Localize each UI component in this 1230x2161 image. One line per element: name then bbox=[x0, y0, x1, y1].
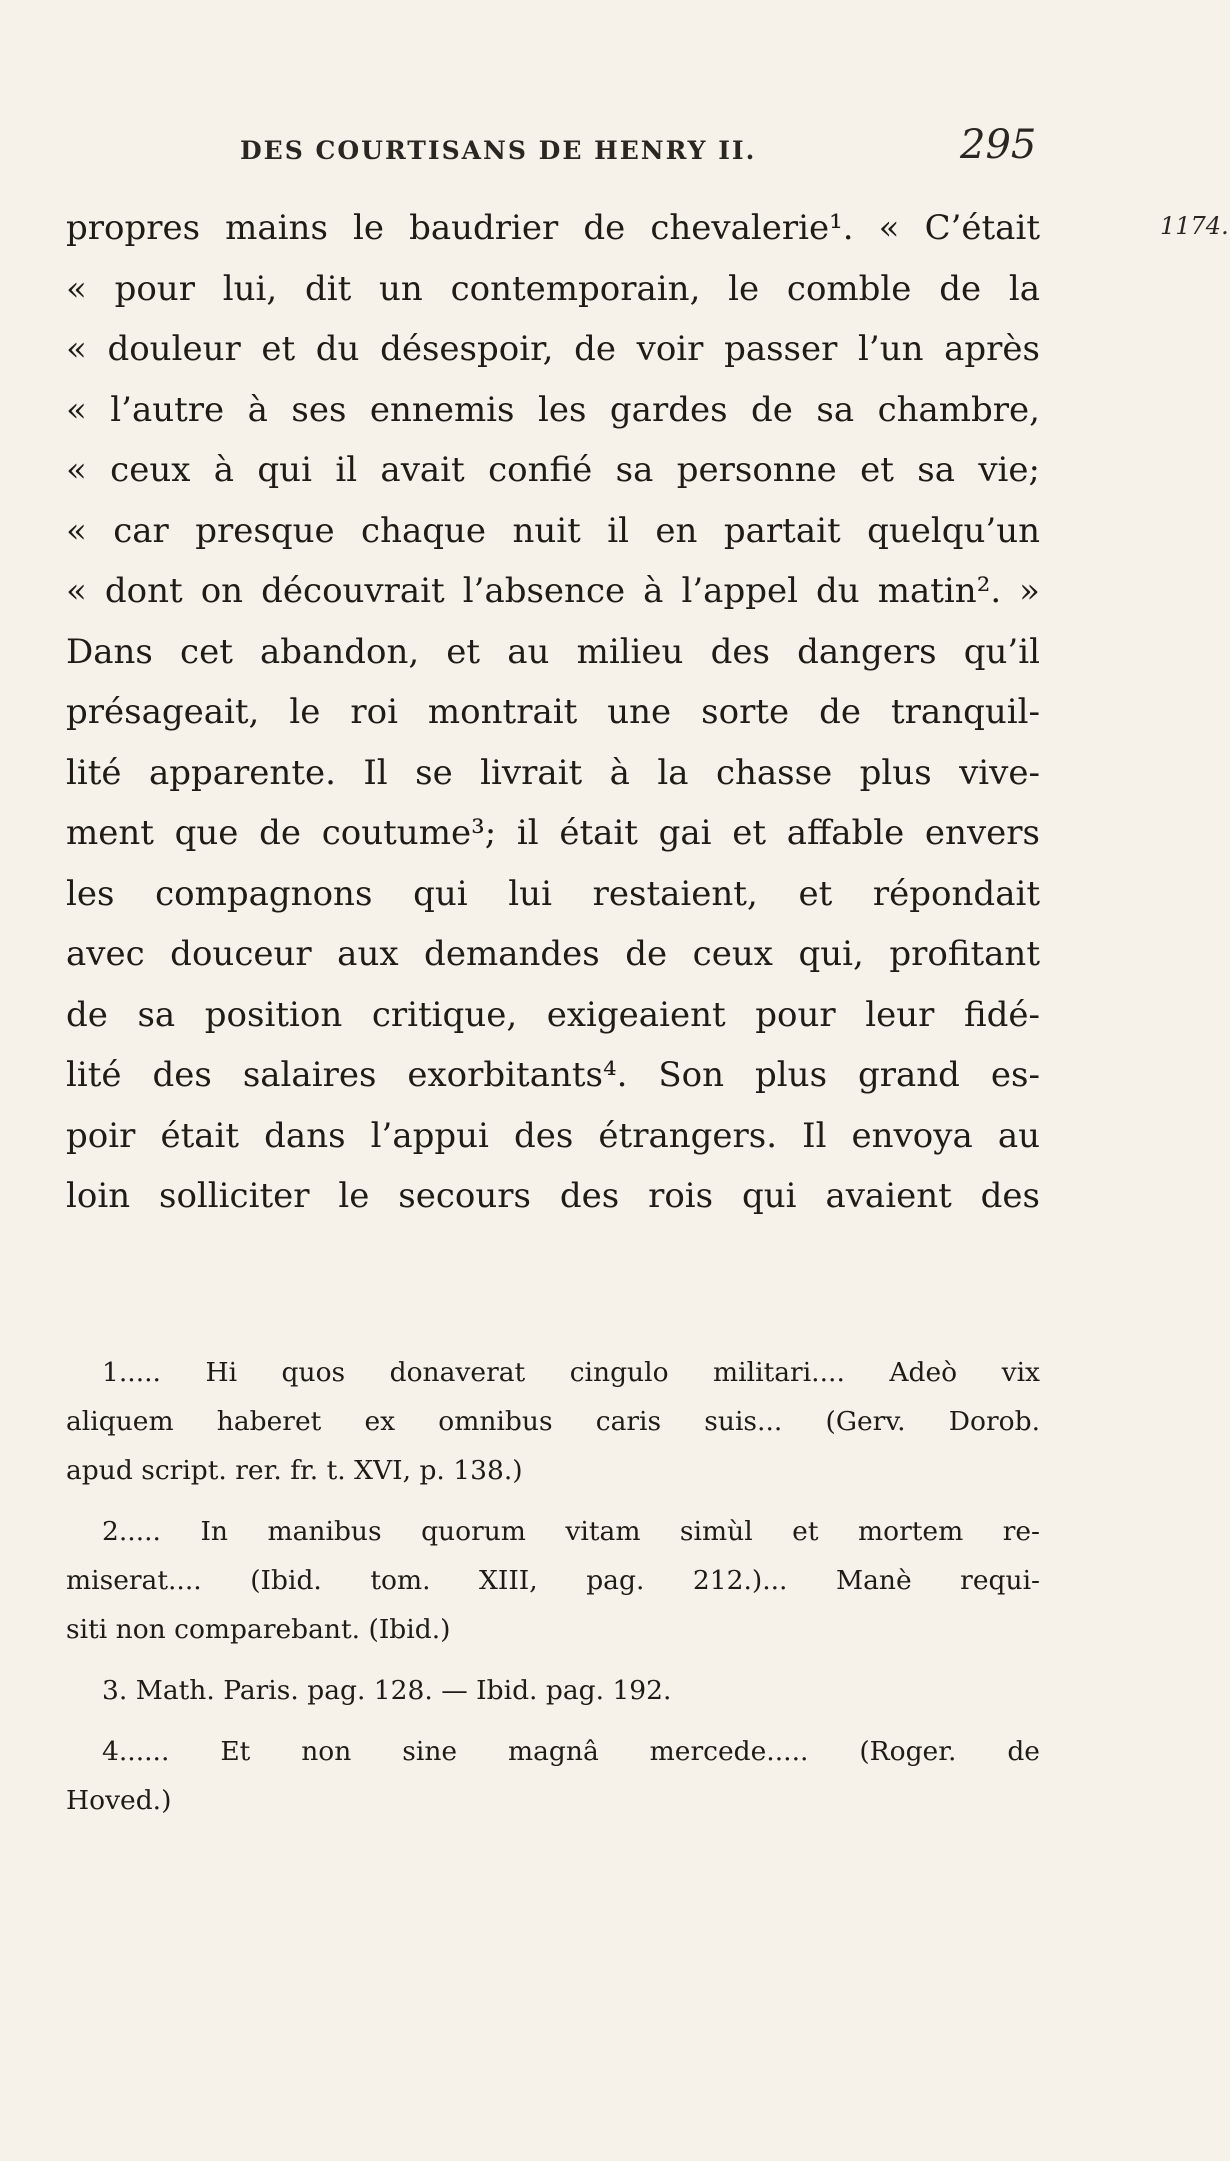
text-line: avec douceur aux demandes de ceux qui, profitant bbox=[66, 934, 1040, 974]
text-line: « douleur et du désespoir, de voir passer l’un après bbox=[66, 329, 1040, 369]
margin-date: 1174. bbox=[1160, 212, 1229, 240]
footnotes bbox=[66, 1348, 1040, 1837]
text-line: les compagnons qui lui restaient, et répondait bbox=[66, 873, 1040, 914]
footnote-3 bbox=[66, 1666, 1040, 1715]
text-line: lité apparente. Il se livrait à la chasse plus vive- bbox=[66, 752, 1040, 793]
footnote-1 bbox=[66, 1348, 1040, 1495]
text-line: présageait, le roi montrait une sorte de tranquil- bbox=[66, 692, 1040, 732]
footnote-4 bbox=[66, 1727, 1040, 1825]
text-line: lité des salaires exorbitants⁴. Son plus grand es- bbox=[66, 1055, 1040, 1095]
footnote-line: aliquem haberet ex omnibus caris suis... (Gerv. Dorob. bbox=[66, 1406, 1040, 1437]
text-line: propres mains le baudrier de chevalerie¹. « C’était bbox=[66, 208, 1040, 248]
text-line: ment que de coutume³; il était gai et affable envers bbox=[66, 813, 1040, 853]
footnote-2 bbox=[66, 1507, 1040, 1654]
footnote-line: 3. Math. Paris. pag. 128. — Ibid. pag. 192. bbox=[102, 1675, 672, 1706]
text-line: Dans cet abandon, et au milieu des dangers qu’il bbox=[66, 631, 1040, 672]
text-line: « l’autre à ses ennemis les gardes de sa chambre, bbox=[66, 389, 1040, 430]
footnote-line: siti non comparebant. (Ibid.) bbox=[66, 1614, 451, 1645]
running-title: DES COURTISANS DE HENRY II. bbox=[240, 136, 757, 165]
footnote-line: apud script. rer. fr. t. XVI, p. 138.) bbox=[66, 1455, 523, 1486]
text-line: loin solliciter le secours des rois qui avaient des bbox=[66, 1176, 1040, 1216]
footnote-line: miserat.... (Ibid. tom. XIII, pag. 212.)... Manè requi- bbox=[66, 1565, 1040, 1596]
page-number: 295 bbox=[960, 122, 1037, 168]
text-line: poir était dans l’appui des étrangers. Il envoya au bbox=[66, 1115, 1040, 1156]
text-line: « pour lui, dit un contemporain, le comble de la bbox=[66, 268, 1040, 309]
footnote-line: Hoved.) bbox=[66, 1785, 172, 1816]
footnote-line: 4...... Et non sine magnâ mercede..... (Roger. de bbox=[102, 1736, 1040, 1767]
footnote-line: 2..... In manibus quorum vitam simùl et mortem re- bbox=[102, 1516, 1040, 1547]
text-line: « dont on découvrait l’absence à l’appel du matin². » bbox=[66, 571, 1040, 611]
text-line: « ceux à qui il avait confié sa personne et sa vie; bbox=[66, 450, 1040, 490]
footnote-line: 1..... Hi quos donaverat cingulo militari.... Adeò vix bbox=[102, 1357, 1040, 1388]
text-line: de sa position critique, exigeaient pour leur fidé- bbox=[66, 994, 1040, 1035]
main-text bbox=[66, 198, 1040, 1227]
text-line: « car presque chaque nuit il en partait quelqu’un bbox=[66, 510, 1040, 551]
